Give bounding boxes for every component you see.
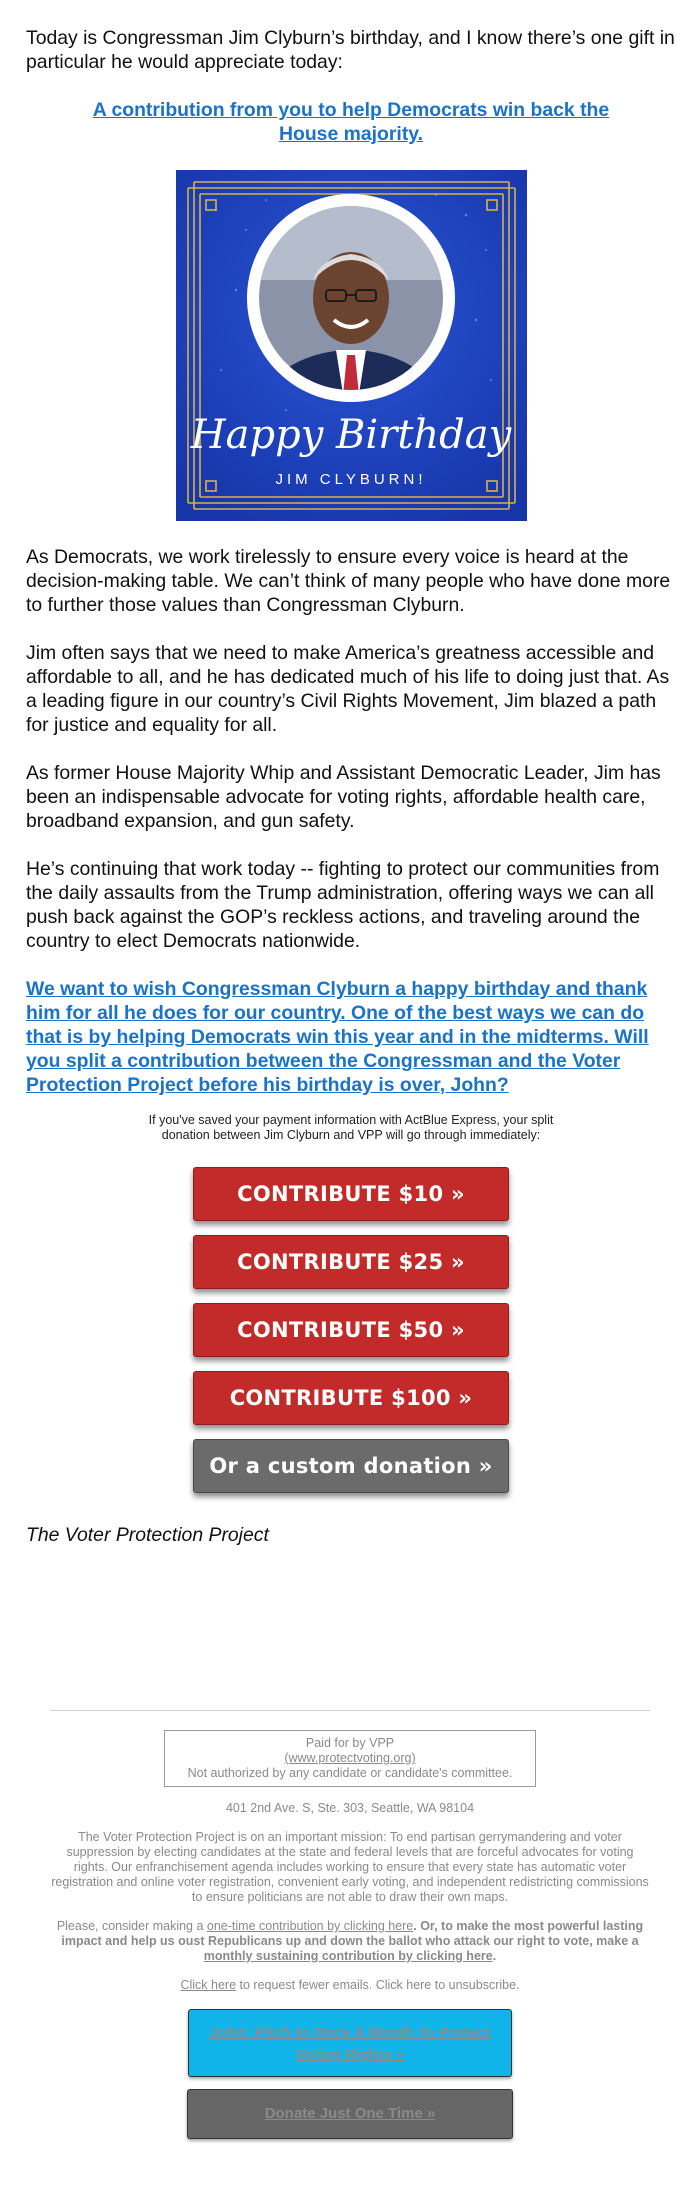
one-time-contribution-link[interactable]: one-time contribution by clicking here xyxy=(206,1919,414,1933)
jim-clyburn-caption: JIM CLYBURN! xyxy=(274,471,427,488)
email-body xyxy=(26,26,676,1547)
contribute-10-button[interactable]: CONTRIBUTE $10 » xyxy=(193,1167,509,1221)
mission-statement: The Voter Protection Project is on an important mission: To end partisan gerrymandering and voter suppression by electing candidates at the state and federal levels that are forceful advocates for voting rights. Our enfranchisement agenda includes working to ensure that every state has automatic voter registration and online voter registration, convenient early voting, and independent redistricting commissions to ensure politicians are not able to draw their own maps. xyxy=(51,1830,649,1904)
email-preferences-text: Click here to request fewer emails. Click here to unsubscribe. xyxy=(180,1978,520,1992)
actblue-express-note: If you've saved your payment information with ActBlue Express, your split donation between Jim Clyburn and VPP will go through immediately: xyxy=(148,1113,554,1142)
lead-contribution-link[interactable]: A contribution from you to help Democrats win back the House majority. xyxy=(92,99,610,145)
custom-donation-button[interactable]: Or a custom donation » xyxy=(193,1439,509,1493)
paid-for-text: Paid for by VPP xyxy=(305,1736,395,1750)
contribute-50-button[interactable]: CONTRIBUTE $50 » xyxy=(193,1303,509,1357)
ask-contribution-link[interactable]: We want to wish Congressman Clyburn a happy birthday and thank him for all he does for our country. One of the best ways we can do that is by helping Democrats win this year and in the midterms. Will you split a contribution between the Congressman and the Voter Protection Project before his birthday is over, John? xyxy=(26,978,649,1096)
website-link[interactable]: (www.protectvoting.org) xyxy=(284,1751,416,1765)
footer xyxy=(50,1730,650,2139)
paragraph: As Democrats, we work tirelessly to ensure every voice is heard at the decision-making table. We can’t think of many people who have done more to further those values than Congressman Clyburn. xyxy=(26,546,671,616)
intro-text: Today is Congressman Jim Clyburn’s birthday, and I know there’s one gift in particular he would appreciate today: xyxy=(26,27,675,73)
birthday-graphic[interactable] xyxy=(176,170,527,521)
paragraph: He’s continuing that work today -- fighting to protect our communities from the daily assaults from the Trump administration, offering ways we can all push back against the GOP’s reckless actions, and traveling around the country to elect Democrats nationwide. xyxy=(26,858,660,952)
monthly-donation-button[interactable]: John: Pitch In Once A Month To Protect Voting Rights » xyxy=(188,2009,512,2077)
paid-for-box xyxy=(164,1730,536,1787)
fewer-emails-link[interactable]: Click here xyxy=(180,1978,237,1992)
one-time-donation-button[interactable]: Donate Just One Time » xyxy=(187,2089,513,2139)
consider-contribution-text: Please, consider making a one-time contribution by clicking here. Or, to make the most powerful lasting impact and help us oust Republicans up and down the ballot who attack our right to vote, make a monthly sustaining contribution by clicking here. xyxy=(56,1919,644,1963)
contribute-25-button[interactable]: CONTRIBUTE $25 » xyxy=(193,1235,509,1289)
not-authorized-text: Not authorized by any candidate or candidate's committee. xyxy=(187,1766,513,1780)
paragraph: Jim often says that we need to make America’s greatness accessible and affordable to all, and he has dedicated much of his life to doing just that. As a leading figure in our country’s Civil Rights Movement, Jim blazed a path for justice and equality for all. xyxy=(26,642,670,736)
paragraph: As former House Majority Whip and Assistant Democratic Leader, Jim has been an indispensable advocate for voting rights, affordable health care, broadband expansion, and gun safety. xyxy=(26,762,661,832)
mailing-address: 401 2nd Ave. S, Ste. 303, Seattle, WA 98104 xyxy=(225,1801,475,1815)
happy-birthday-script: Happy Birthday xyxy=(190,412,511,458)
monthly-sustaining-link[interactable]: monthly sustaining contribution by clicking here xyxy=(203,1949,493,1963)
signoff: The Voter Protection Project xyxy=(26,1524,269,1546)
footer-divider xyxy=(50,1710,650,1711)
contribute-100-button[interactable]: CONTRIBUTE $100 » xyxy=(193,1371,509,1425)
